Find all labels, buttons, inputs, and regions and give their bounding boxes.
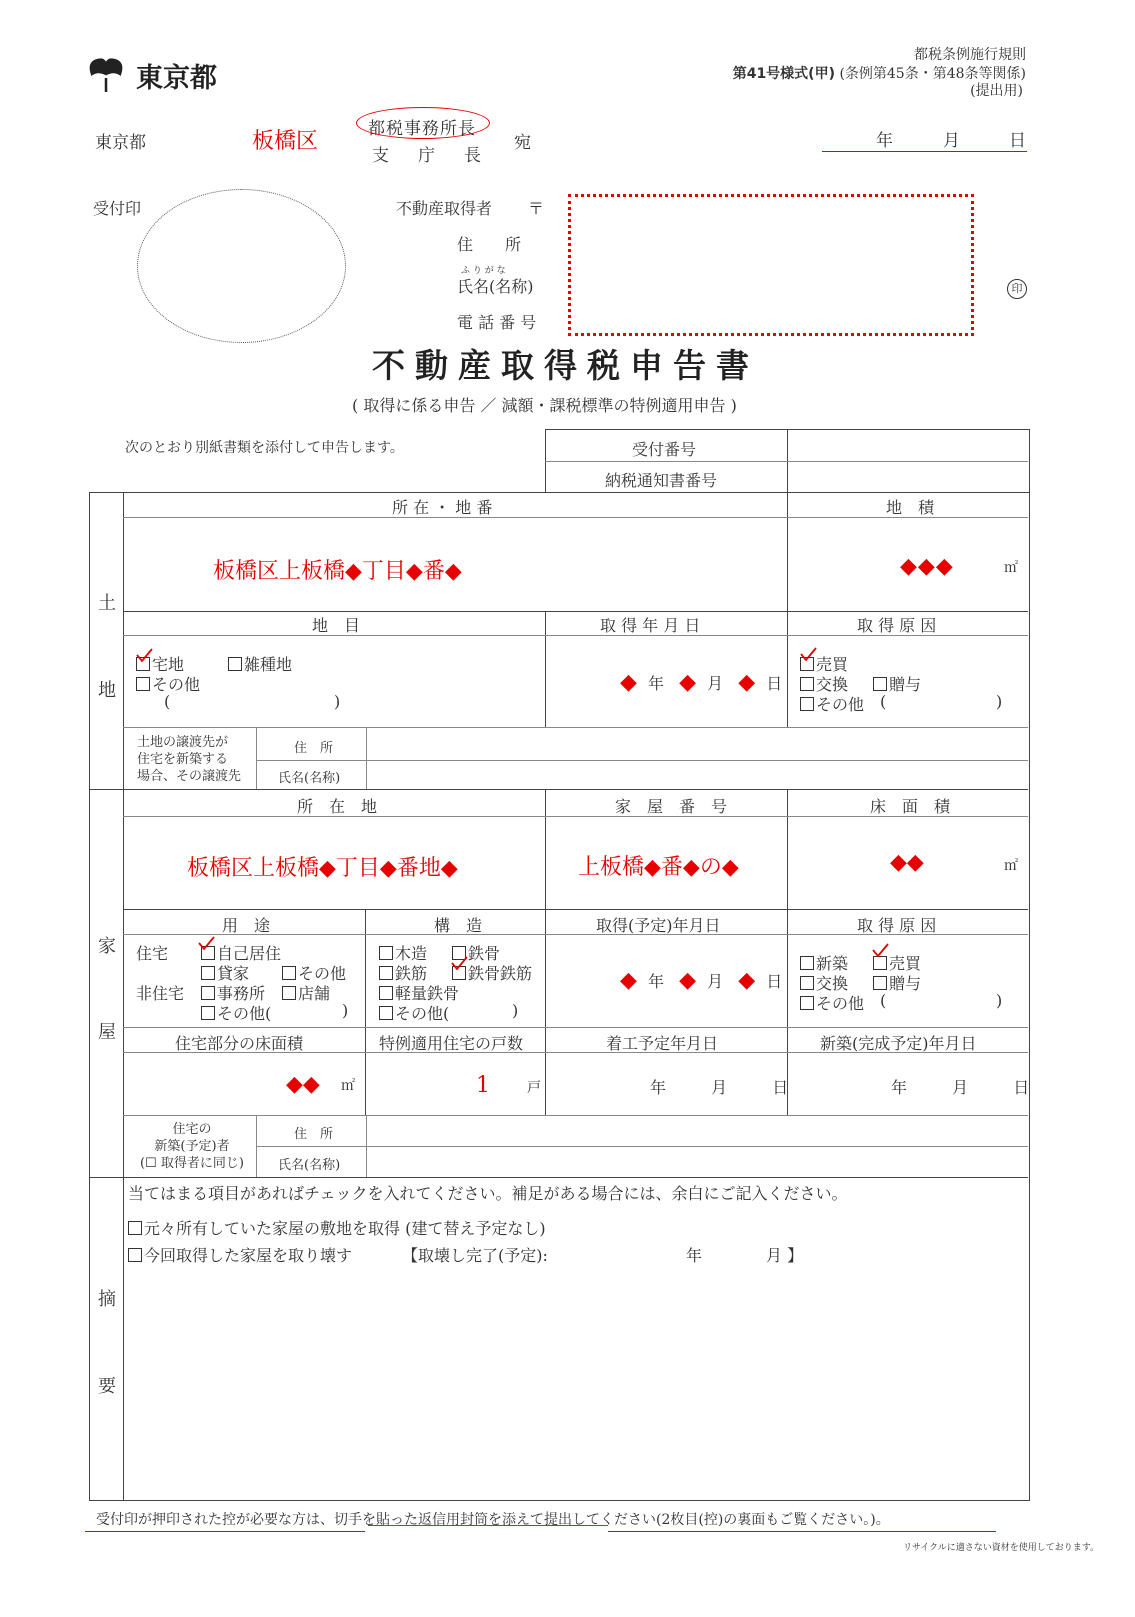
house-cause-sale-label: 売買	[889, 954, 922, 973]
house-floor-header: 床 面 積	[870, 797, 951, 816]
remarks-free-area[interactable]	[126, 1272, 1024, 1496]
checkbox-icon	[128, 1221, 142, 1235]
land-cause-other[interactable]	[800, 692, 864, 715]
land-date-header: 取 得 年 月 日	[600, 616, 701, 635]
st-src-label: 鉄骨鉄筋	[468, 964, 533, 983]
land-cat-residential-label: 宅地	[152, 655, 185, 674]
builder-line-2: 新築(予定)者	[154, 1139, 230, 1154]
footer-underline-2	[368, 1525, 608, 1526]
land-area-unit: ㎡	[1004, 560, 1018, 576]
checkmark-icon	[450, 956, 468, 970]
units-value[interactable]: 1	[476, 1073, 490, 1098]
use-shop[interactable]	[282, 981, 330, 1004]
house-location-value[interactable]: 板橋区上板橋◆丁目◆番地◆	[187, 856, 458, 881]
res-area-header: 住宅部分の床面積	[175, 1034, 304, 1053]
land-month-label: 月	[707, 674, 724, 693]
form-number: 第41号様式(甲)	[732, 66, 835, 82]
checkbox-icon	[282, 986, 296, 1000]
builder-address-label: 住 所	[294, 1127, 334, 1142]
applicant-address-label: 住 所	[457, 235, 522, 254]
st-paren-close: )	[512, 1001, 519, 1020]
land-area-value[interactable]: ◆◆◆	[900, 554, 954, 579]
land-cause-paren-open: (	[880, 692, 887, 711]
recycle-note: リサイクルに適さない資材を使用しております。	[903, 1543, 1100, 1553]
checkbox-icon	[282, 966, 296, 980]
builder-line-1: 住宅の	[172, 1122, 212, 1137]
use-non-res-label: 非住宅	[136, 984, 185, 1003]
checkbox-icon	[800, 697, 814, 711]
checkmark-icon	[799, 647, 817, 661]
land-cat-paren-close: )	[334, 692, 341, 711]
units-unit: 戸	[527, 1080, 541, 1096]
house-year-label: 年	[648, 972, 665, 991]
st-wood-label: 木造	[395, 944, 428, 963]
finish-year-label: 年	[891, 1078, 908, 1097]
house-cause-paren-close: )	[996, 991, 1003, 1010]
remarks-item-2-label: 今回取得した家屋を取り壊す	[144, 1246, 353, 1265]
finish-date-header: 新築(完成予定)年月日	[820, 1034, 977, 1053]
seal-mark: 印	[1007, 279, 1027, 299]
transferee-name-label: 氏名(名称)	[278, 771, 341, 786]
notice-number-label: 納税通知書番号	[605, 471, 718, 490]
builder-label	[131, 1121, 253, 1172]
finish-date[interactable]	[891, 1075, 1029, 1098]
remarks-item-1-label: 元々所有していた家屋の敷地を取得 (建て替え予定なし)	[144, 1219, 546, 1238]
land-location-value[interactable]: 板橋区上板橋◆丁目◆番◆	[213, 559, 462, 584]
tokyo-logo	[88, 56, 248, 96]
builder-name-field[interactable]	[367, 1147, 1027, 1176]
house-number-header: 家 屋 番 号	[615, 797, 728, 816]
house-location-header: 所 在 地	[297, 797, 378, 816]
house-cause-header: 取 得 原 因	[857, 916, 937, 935]
prefecture: 東京都	[95, 133, 146, 153]
footer-underline-1	[85, 1531, 365, 1532]
form-related: (条例第45条・第48条等関係)	[839, 66, 1026, 82]
house-acq-date[interactable]	[620, 968, 782, 993]
applicant-phone-label: 電 話 番 号	[457, 313, 537, 332]
checkbox-icon	[873, 677, 887, 691]
house-month-value: ◆	[679, 968, 697, 993]
remarks-item-2[interactable]	[128, 1243, 352, 1266]
land-side-2: 地	[98, 680, 116, 701]
form-subtitle: ( 取得に係る申告 ／ 減額・課税標準の特例適用申告 )	[352, 396, 737, 415]
rule-title: 都税条例施行規則	[914, 47, 1026, 63]
start-day-label: 日	[772, 1078, 789, 1097]
finish-day-label: 日	[1013, 1078, 1030, 1097]
units-header: 特例適用住宅の戸数	[379, 1034, 524, 1053]
land-cause-gift-label: 贈与	[889, 675, 922, 694]
office-tax: 都税事務所長	[368, 119, 476, 139]
remarks-demolish-bracket: 【取壊し完了(予定):	[402, 1246, 548, 1265]
land-cause-exchange-label: 交換	[816, 675, 849, 694]
land-cause-other-label: その他	[816, 695, 865, 714]
form-copy: (提出用)	[970, 83, 1023, 99]
use-residential-label: 住宅	[136, 944, 169, 963]
checkbox-icon	[201, 966, 215, 980]
land-cat-paren-open: (	[164, 692, 171, 711]
house-cause-gift-label: 贈与	[889, 974, 922, 993]
start-year-label: 年	[650, 1078, 667, 1097]
checkmark-icon	[871, 943, 889, 957]
finish-month-label: 月	[952, 1078, 969, 1097]
address-suffix: 宛	[514, 133, 531, 153]
transferee-address-field[interactable]	[367, 728, 1027, 759]
house-struct-header: 構 造	[434, 916, 483, 935]
receipt-number-label: 受付番号	[632, 440, 697, 459]
house-year-value: ◆	[620, 968, 637, 993]
land-cat-other-label: その他	[152, 675, 201, 694]
land-day-label: 日	[766, 674, 783, 693]
checkbox-icon	[800, 956, 814, 970]
land-acq-date[interactable]	[620, 670, 782, 695]
applicant-entry-box[interactable]	[568, 194, 974, 336]
land-cat-misc-label: 雑種地	[244, 655, 293, 674]
form-title: 不動産取得税申告書	[372, 346, 759, 385]
house-number-value[interactable]: 上板橋◆番◆の◆	[578, 855, 739, 880]
st-other[interactable]	[379, 1001, 449, 1024]
land-location-header: 所 在 ・ 地 番	[392, 498, 493, 517]
house-cause-exchange-label: 交換	[816, 974, 849, 993]
house-month-label: 月	[707, 972, 724, 991]
transferee-line-1: 土地の譲渡先が	[137, 735, 229, 750]
use-paren-close: )	[342, 1001, 349, 1020]
footer-note: 受付印が押印された控が必要な方は、切手を貼った返信用封筒を添えて提出してください(2枚目(控)の裏面もご覧ください。)。	[96, 1512, 890, 1528]
ward-name: 板橋区	[252, 129, 319, 154]
tokyo-emblem-icon	[88, 56, 124, 94]
remarks-side-2: 要	[98, 1376, 116, 1397]
land-year-value: ◆	[620, 670, 637, 695]
house-floor-value[interactable]: ◆◆	[890, 850, 924, 875]
acquirer-label: 不動産取得者	[396, 199, 493, 218]
house-day-label: 日	[766, 972, 783, 991]
st-steel-label: 鉄骨	[468, 944, 501, 963]
postal-mark: 〒	[528, 199, 545, 218]
builder-address-field[interactable]	[367, 1116, 1027, 1145]
remarks-demolish-year[interactable]: 年	[686, 1246, 703, 1265]
builder-name-label: 氏名(名称)	[278, 1158, 341, 1173]
use-other1-label: その他	[298, 964, 347, 983]
remarks-instruction: 当てはまる項目があればチェックを入れてください。補足がある場合には、余白にご記入ください。	[128, 1184, 848, 1203]
house-use-header: 用 途	[222, 916, 271, 935]
checkbox-icon	[800, 976, 814, 990]
checkmark-icon	[197, 936, 215, 950]
transferee-line-2: 住宅を新築する	[137, 752, 229, 767]
transferee-line-3: 場合、その譲渡先	[137, 769, 242, 784]
land-month-value: ◆	[679, 670, 697, 695]
checkbox-icon	[379, 986, 393, 1000]
remarks-demolish-month[interactable]: 月 】	[766, 1246, 804, 1265]
land-cause-header: 取 得 原 因	[857, 616, 937, 635]
house-cause-other-label: その他	[816, 994, 865, 1013]
house-side-1: 家	[98, 936, 116, 957]
remarks-side-1: 摘	[98, 1289, 116, 1310]
checkbox-icon	[201, 986, 215, 1000]
transferee-label	[137, 734, 241, 785]
transferee-address-label: 住 所	[294, 741, 334, 756]
res-area-unit: ㎡	[341, 1078, 355, 1094]
name-ruby: ふ り が な	[461, 266, 506, 276]
checkbox-icon	[228, 657, 242, 671]
checkbox-icon	[128, 1248, 142, 1262]
st-rc-label: 鉄筋	[395, 964, 428, 983]
builder-same-checkbox[interactable]: (☐ 取得者に同じ)	[140, 1156, 244, 1171]
logo-text: 東京都	[136, 63, 217, 94]
land-category-header: 地 目	[312, 616, 361, 635]
use-shop-label: 店舗	[298, 984, 331, 1003]
st-other-label: その他(	[395, 1004, 450, 1023]
use-other2-label: その他(	[217, 1004, 272, 1023]
date-month: 月	[943, 131, 960, 151]
checkbox-icon	[201, 1006, 215, 1020]
date-underline	[822, 151, 1027, 152]
house-day-value: ◆	[738, 968, 756, 993]
checkbox-icon	[379, 946, 393, 960]
use-office-label: 事務所	[217, 984, 266, 1003]
house-floor-unit: ㎡	[1004, 858, 1018, 874]
checkmark-icon	[135, 648, 153, 662]
use-rental-label: 貸家	[217, 964, 250, 983]
checkbox-icon	[136, 677, 150, 691]
office-branch: 支 庁 長	[372, 146, 487, 166]
checkbox-icon	[379, 1006, 393, 1020]
date-year: 年	[876, 131, 893, 151]
remarks-item-1[interactable]	[128, 1216, 546, 1239]
land-year-label: 年	[648, 674, 665, 693]
office-circle	[356, 107, 490, 139]
start-date-header: 着工予定年月日	[606, 1034, 719, 1053]
land-area-header: 地 積	[886, 498, 935, 517]
stamp-label: 受付印	[93, 199, 142, 218]
res-area-value[interactable]: ◆◆	[286, 1072, 320, 1097]
house-cause-other[interactable]	[800, 991, 864, 1014]
land-side-1: 土	[98, 593, 116, 614]
attach-note: 次のとおり別紙書類を添付して申告します。	[125, 440, 404, 456]
reception-stamp-area[interactable]	[137, 189, 346, 343]
house-side-2: 屋	[98, 1022, 116, 1043]
house-date-header: 取得(予定)年月日	[596, 916, 721, 935]
st-light-label: 軽量鉄骨	[395, 984, 460, 1003]
checkbox-icon	[379, 966, 393, 980]
land-cat-misc[interactable]	[228, 652, 292, 675]
start-date[interactable]	[650, 1075, 788, 1098]
use-other2[interactable]	[201, 1001, 271, 1024]
transferee-name-field[interactable]	[367, 761, 1027, 789]
start-month-label: 月	[711, 1078, 728, 1097]
checkbox-icon	[800, 677, 814, 691]
checkbox-icon	[800, 996, 814, 1010]
applicant-name-label: 氏名(名称)	[457, 277, 534, 296]
land-cause-paren-close: )	[996, 692, 1003, 711]
land-cause-sale-label: 売買	[816, 655, 849, 674]
land-day-value: ◆	[738, 670, 756, 695]
footer-underline-3	[608, 1531, 996, 1532]
house-cause-new-label: 新築	[816, 954, 849, 973]
date-day: 日	[1009, 131, 1026, 151]
house-cause-paren-open: (	[880, 991, 887, 1010]
use-own-label: 自己居住	[217, 944, 282, 963]
checkbox-icon	[873, 956, 887, 970]
checkbox-icon	[873, 976, 887, 990]
